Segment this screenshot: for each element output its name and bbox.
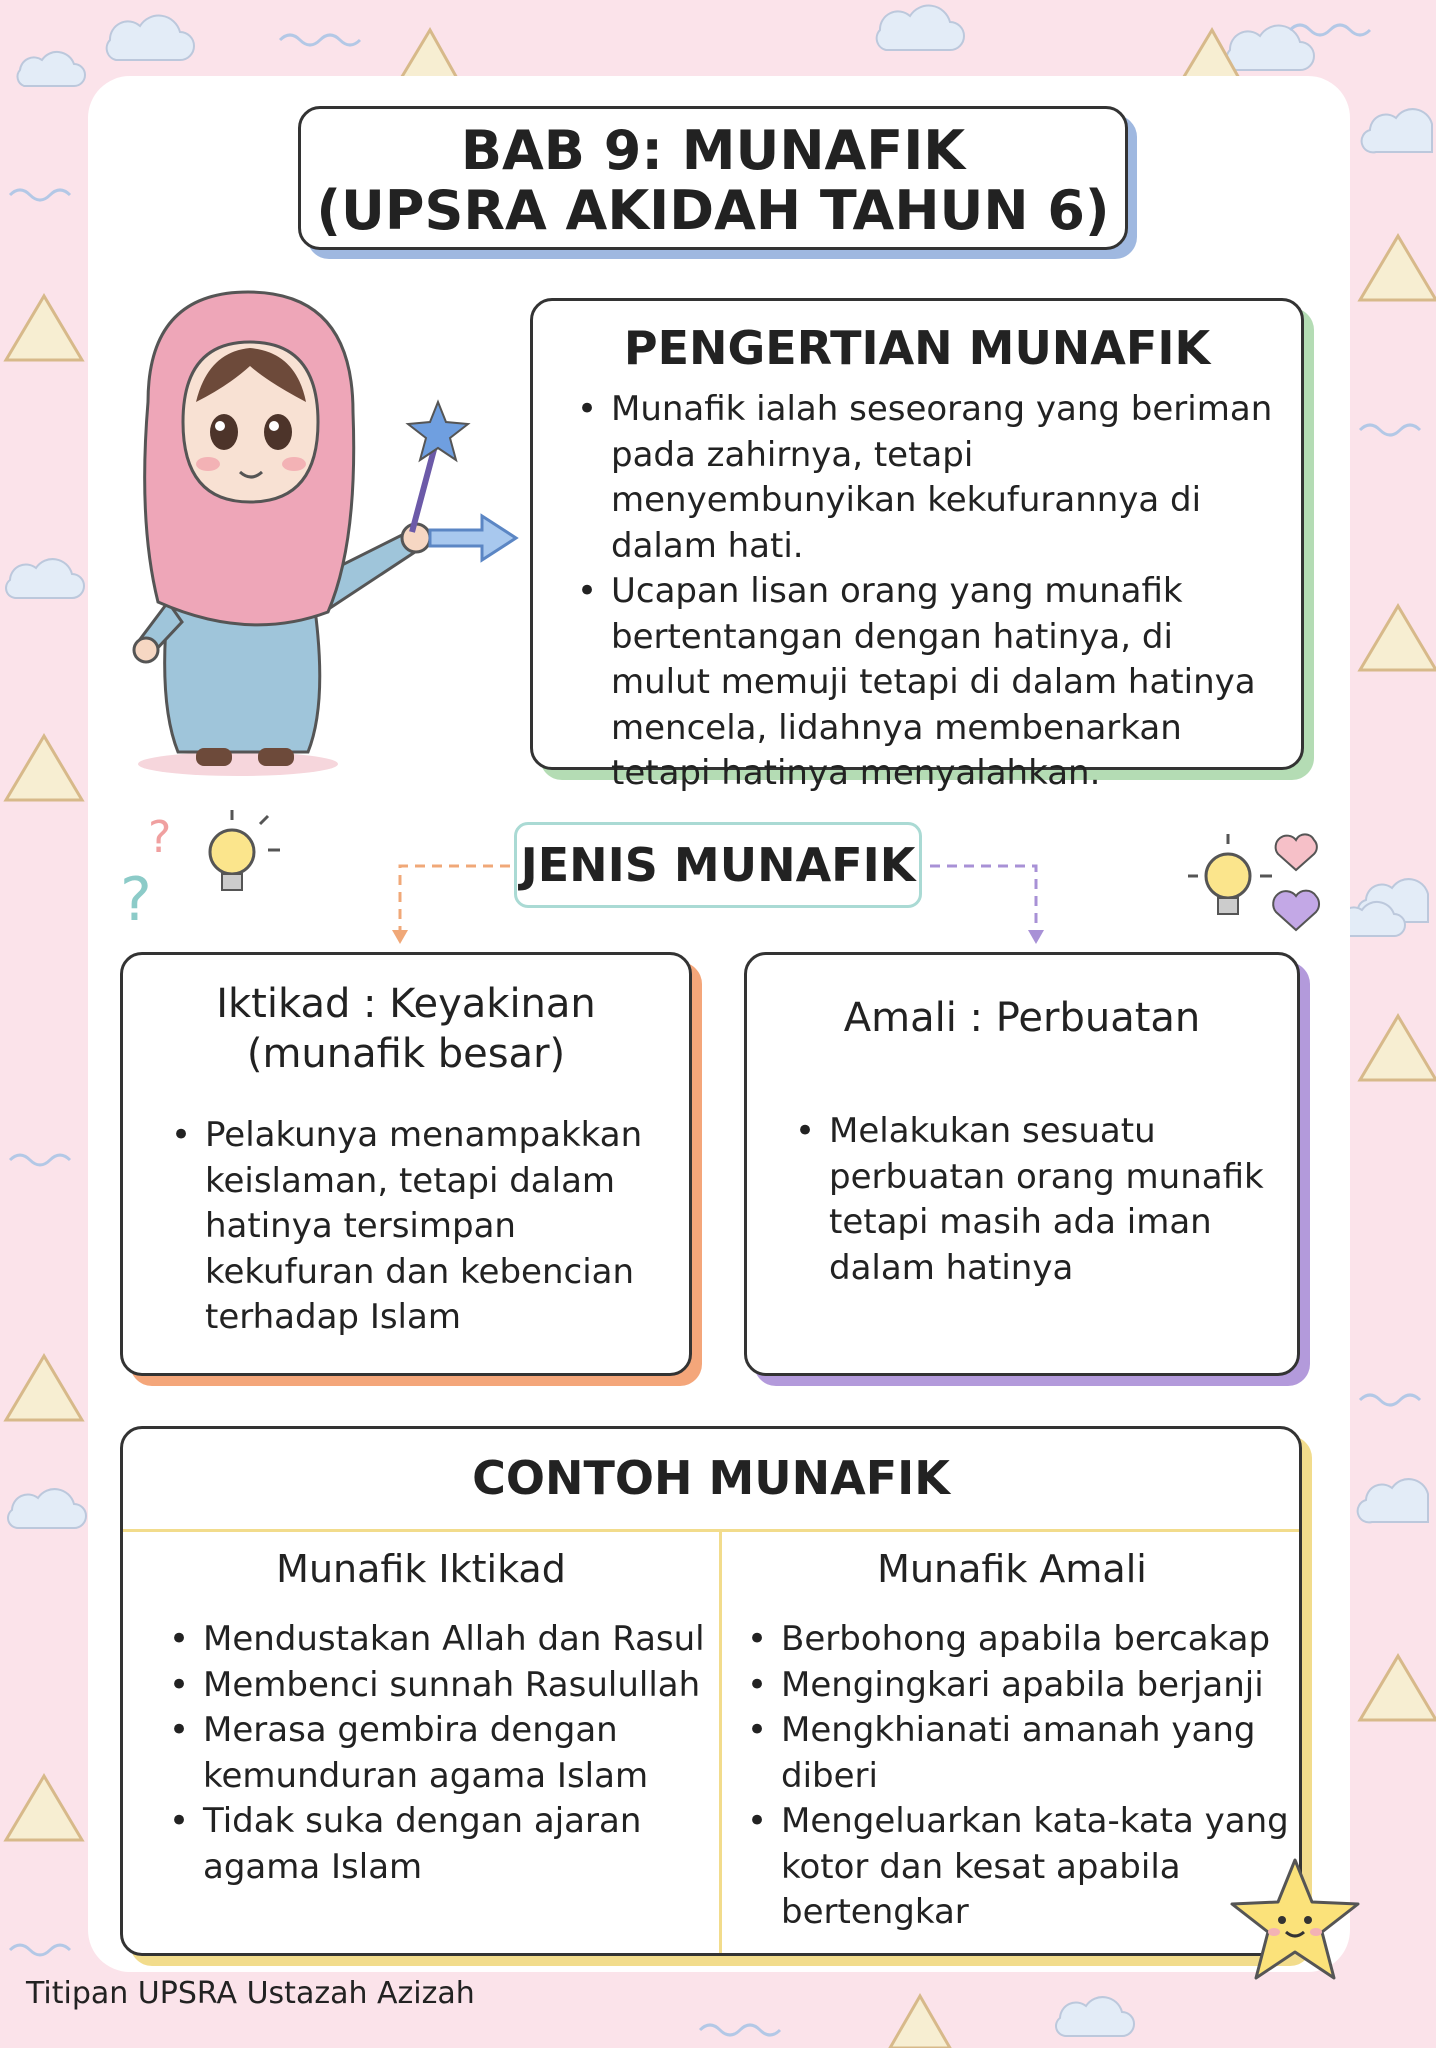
list-item: • Berbohong apabila bercakap (741, 1617, 1301, 1663)
examples-left-title: Munafik Iktikad (276, 1547, 566, 1591)
examples-right-title: Munafik Amali (877, 1547, 1147, 1591)
cloud-icon (8, 1489, 86, 1528)
wave-icon (10, 190, 70, 200)
iktikad-title-line-1: Iktikad : Keyakinan (216, 981, 596, 1027)
wave-icon (1290, 25, 1370, 35)
examples-title: CONTOH MUNAFIK (472, 1451, 950, 1505)
warning-triangle-icon (890, 1996, 950, 2048)
warning-triangle-icon (1360, 1656, 1436, 1720)
magic-wand-icon (408, 402, 468, 460)
amali-box (744, 952, 1300, 1376)
list-item: • Pelakunya menampakkan keislaman, tetapi dalam hatinya tersimpan kekufuran dan kebencian terhadap Islam (165, 1113, 665, 1341)
svg-text:?: ? (120, 865, 152, 935)
list-item: • Tidak suka dengan ajaran agama Islam (163, 1799, 711, 1890)
warning-triangle-icon (6, 736, 82, 800)
divider (719, 1531, 722, 1953)
title-line-1: BAB 9: MUNAFIK (460, 119, 966, 182)
heart-icon (1273, 891, 1319, 930)
list-item: • Melakukan sesuatu perbuatan orang munafik tetapi masih ada iman dalam hatinya (789, 1109, 1269, 1291)
cloud-icon (1227, 26, 1314, 70)
warning-triangle-icon (6, 296, 82, 360)
wave-icon (700, 2025, 780, 2035)
warning-triangle-icon (1360, 606, 1436, 670)
amali-title: Amali : Perbuatan (843, 995, 1201, 1041)
list-item: • Merasa gembira dengan kemunduran agama Islam (163, 1708, 711, 1799)
cloud-icon (6, 559, 84, 598)
warning-triangle-icon (1360, 236, 1436, 300)
list-item: • Mengkhianati amanah yang diberi (741, 1708, 1301, 1799)
iktikad-box (120, 952, 692, 1376)
list-item: • Munafik ialah seseorang yang beriman pada zahirnya, tetapi menyembunyikan kekufurannya di dalam hati. (571, 387, 1281, 569)
wave-icon (1360, 1395, 1420, 1405)
examples-box (120, 1426, 1302, 1956)
lightbulb-icon (1180, 820, 1330, 940)
star-mascot-icon (1220, 1850, 1370, 1990)
wave-icon (280, 35, 360, 45)
arrow-right-icon (426, 510, 522, 566)
wave-icon (10, 1945, 70, 1955)
warning-triangle-icon (6, 1356, 82, 1420)
divider (123, 1529, 1299, 1532)
wave-icon (10, 1155, 70, 1165)
cloud-icon (1358, 1479, 1428, 1522)
list-item: • Mendustakan Allah dan Rasul (163, 1617, 711, 1663)
question-mark-icon (120, 800, 290, 940)
svg-text:?: ? (148, 812, 172, 863)
types-title: JENIS MUNAFIK (514, 822, 922, 908)
cloud-icon (1362, 109, 1432, 152)
list-item: • Mengeluarkan kata-kata yang kotor dan kesat apabila bertengkar (741, 1799, 1301, 1936)
list-item: • Ucapan lisan orang yang munafik bertentangan dengan hatinya, di mulut memuji tetapi di dalam hatinya mencela, lidahnya membenarkan tetapi hatinya menyalahkan. (571, 569, 1281, 797)
cloud-icon (877, 6, 964, 50)
title-line-2: (UPSRA AKIDAH TAHUN 6) (316, 179, 1110, 242)
iktikad-title-line-2: (munafik besar) (246, 1031, 566, 1077)
definition-title: PENGERTIAN MUNAFIK (623, 321, 1211, 375)
list-item: • Mengingkari apabila berjanji (741, 1663, 1301, 1709)
cloud-icon (107, 16, 194, 60)
wave-icon (1360, 425, 1420, 435)
list-item: • Membenci sunnah Rasulullah (163, 1663, 711, 1709)
definition-box (530, 298, 1304, 793)
page-title (298, 106, 1128, 250)
cloud-icon (1056, 1997, 1134, 2036)
cloud-icon (17, 52, 85, 86)
lightbulb-icon (210, 810, 280, 890)
warning-triangle-icon (400, 30, 458, 80)
warning-triangle-icon (6, 1776, 82, 1840)
heart-icon (1276, 834, 1317, 870)
footer-credit: Titipan UPSRA Ustazah Azizah (26, 1976, 475, 2011)
warning-triangle-icon (1360, 1016, 1436, 1080)
iktikad-title (123, 979, 689, 1079)
